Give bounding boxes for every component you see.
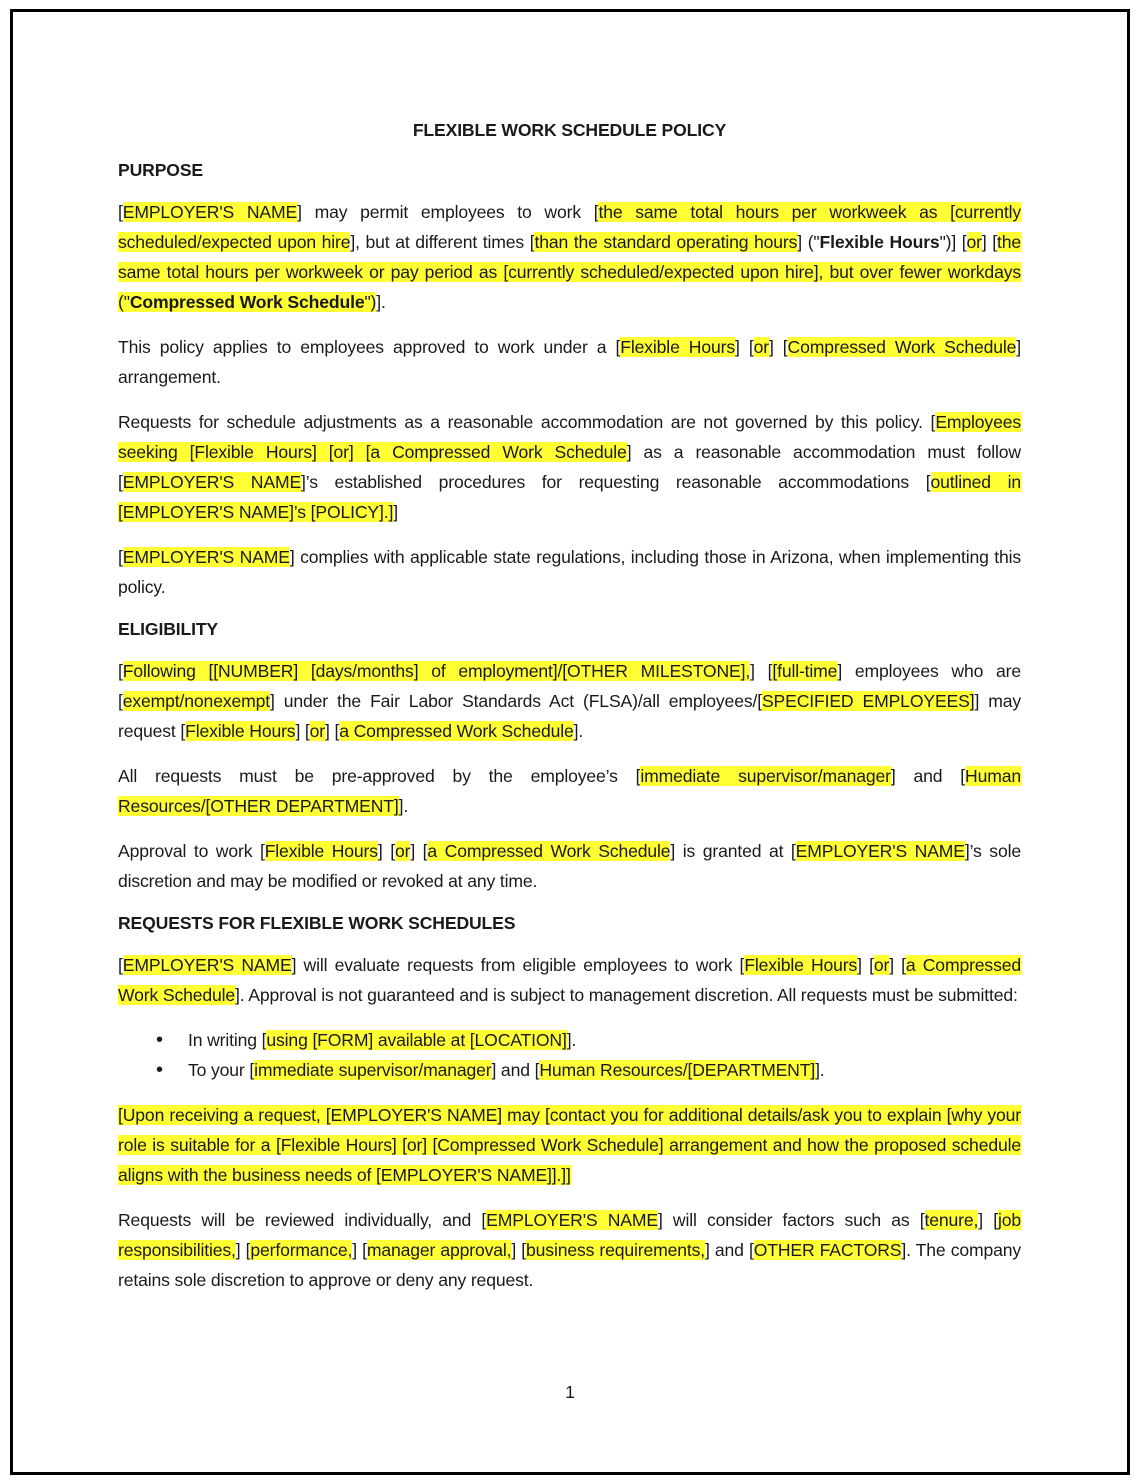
text-run: [ — [118, 202, 123, 222]
highlighted-placeholder: Human Resources/[DEPARTMENT] — [539, 1060, 816, 1080]
text-run: ] [ — [352, 1240, 367, 1260]
highlighted-placeholder: Employees seeking [Flexible Hours] [or] [a Compressed Work Schedule — [118, 412, 1021, 462]
text-run: ] — [393, 502, 398, 522]
text-run: ] (" — [797, 232, 820, 252]
highlighted-placeholder: SPECIFIED EMPLOYEES] — [761, 691, 975, 711]
highlighted-placeholder: Flexible Hours — [264, 841, 378, 861]
highlighted-placeholder: or — [309, 721, 326, 741]
highlighted-placeholder: EMPLOYER'S NAME — [122, 547, 290, 567]
text-run: ] and [ — [890, 766, 966, 786]
highlighted-placeholder: or — [753, 337, 769, 357]
highlighted-placeholder: EMPLOYER'S NAME — [122, 472, 302, 492]
text-run: ] may permit employees to work [ — [297, 202, 599, 222]
highlighted-placeholder: ") — [364, 292, 377, 312]
text-run: ] and [ — [705, 1240, 754, 1260]
highlighted-placeholder: Following [[NUMBER] [days/months] of employment]/[OTHER MILESTONE], — [122, 661, 751, 681]
text-run: ] [ — [857, 955, 874, 975]
text-run: [ — [118, 547, 123, 567]
text-run: ] [ — [377, 841, 395, 861]
text-run: ] as a reasonable accommodation must follow [ — [118, 442, 1021, 492]
highlighted-placeholder: tenure, — [924, 1210, 979, 1230]
highlighted-placeholder: performance, — [250, 1240, 353, 1260]
paragraph — [118, 1205, 1021, 1295]
paragraph — [118, 656, 1021, 746]
highlighted-placeholder: the same total hours per workweek or pay period as [currently scheduled/expected upon hire], but over fewer workdays (" — [118, 232, 1021, 312]
text-run: ]. — [815, 1060, 825, 1080]
document-title: FLEXIBLE WORK SCHEDULE POLICY — [412, 120, 727, 140]
highlighted-placeholder: using [FORM] available at [LOCATION] — [266, 1030, 567, 1050]
paragraph — [118, 407, 1021, 527]
highlighted-placeholder: OTHER FACTORS — [753, 1240, 902, 1260]
highlighted-placeholder: a Compressed Work Schedule — [427, 841, 671, 861]
highlighted-placeholder: Human Resources/[OTHER DEPARTMENT] — [118, 766, 1021, 816]
paragraph — [118, 761, 1021, 821]
paragraph — [118, 950, 1021, 1010]
highlighted-placeholder: manager approval, — [366, 1240, 512, 1260]
text-run: To your [ — [188, 1060, 255, 1080]
highlighted-placeholder: Flexible Hours — [620, 337, 735, 357]
highlighted-placeholder: Flexible Hours — [185, 721, 296, 741]
text-run: ] [ — [325, 721, 340, 741]
highlighted-placeholder: [Upon receiving a request, [EMPLOYER'S NAME] may [contact you for additional details/ask you to explain [why your role is suitable for a [Flexible Hours] [or] [Compressed Work Schedule] arrangement and how the proposed schedule aligns with the business needs of [EMPLOYER'S NAME]].]] — [118, 1105, 1021, 1185]
highlighted-placeholder: a Compressed Work Schedule — [118, 955, 1021, 1005]
paragraph — [118, 197, 1021, 317]
text-run: ] and [ — [491, 1060, 540, 1080]
highlighted-placeholder: or — [966, 232, 982, 252]
text-run: ]. — [398, 796, 409, 816]
highlighted-placeholder: exempt/nonexempt — [122, 691, 270, 711]
text-run: ] [ — [735, 337, 754, 357]
text-run: ] [ — [295, 721, 310, 741]
text-run: ]. — [573, 721, 584, 741]
text-run: ] under the Fair Labor Standards Act (FLSA)/all employees/[ — [269, 691, 762, 711]
text-run: ]. — [566, 1030, 577, 1050]
text-run: Approval to work [ — [118, 841, 265, 861]
text-run: [ — [118, 661, 123, 681]
highlighted-placeholder: EMPLOYER'S NAME — [795, 841, 965, 861]
highlighted-placeholder: Compressed Work Schedule — [129, 292, 365, 312]
bullet-item — [188, 1025, 1021, 1055]
text-run: ] complies with applicable state regulations, including those in Arizona, when implementing this policy. — [118, 547, 1022, 597]
text-run: ")] [ — [939, 232, 967, 252]
text-run: ]. The company retains sole discretion to approve or deny any request. — [118, 1240, 1022, 1290]
highlighted-placeholder: EMPLOYER'S NAME — [486, 1210, 658, 1230]
text-run: ] [ — [981, 232, 997, 252]
highlighted-placeholder: immediate supervisor/manager — [640, 766, 891, 786]
text-run: ] [ — [511, 1240, 527, 1260]
text-run: Requests will be reviewed individually, and [ — [118, 1210, 487, 1230]
document-page — [118, 118, 1021, 1310]
highlighted-placeholder: than the standard operating hours — [534, 232, 798, 252]
paragraph — [118, 1100, 1021, 1190]
text-run: ]. — [376, 292, 386, 312]
text-run: ] [ — [768, 337, 788, 357]
highlighted-placeholder: EMPLOYER'S NAME — [122, 955, 292, 975]
text-run: All requests must be pre-approved by the employee’s [ — [118, 766, 641, 786]
text-run: ] will evaluate requests from eligible employees to work [ — [291, 955, 745, 975]
paragraph — [118, 542, 1021, 602]
text-run: ], but at different times [ — [350, 232, 535, 252]
text-run: ] [ — [410, 841, 428, 861]
text-run: [ — [118, 955, 123, 975]
text-run: ] is granted at [ — [670, 841, 796, 861]
text-run: Flexible Hours — [819, 232, 940, 252]
section-heading-requests: REQUESTS FOR FLEXIBLE WORK SCHEDULES — [118, 913, 516, 933]
text-run: In writing [ — [188, 1030, 267, 1050]
text-run: ] [ — [235, 1240, 251, 1260]
highlighted-placeholder: EMPLOYER'S NAME — [122, 202, 298, 222]
paragraph — [118, 836, 1021, 896]
text-run: ] [ — [978, 1210, 998, 1230]
text-run: ] arrangement. — [118, 337, 1022, 387]
text-run: ] may request [ — [118, 691, 1021, 741]
paragraph — [118, 332, 1021, 392]
highlighted-placeholder: [full-time — [772, 661, 838, 681]
text-run: This policy applies to employees approved to work under a [ — [118, 337, 621, 357]
text-run: ] [ — [750, 661, 773, 681]
page-number: 1 — [565, 1382, 575, 1402]
text-run: Requests for schedule adjustments as a reasonable accommodation are not governed by this policy. [ — [118, 412, 936, 432]
text-run: ]. Approval is not guaranteed and is subject to management discretion. All requests must be submitted: — [235, 985, 1018, 1005]
text-run: ]’s established procedures for requesting reasonable accommodations [ — [301, 472, 931, 492]
bullet-list — [118, 1025, 1021, 1085]
highlighted-placeholder: business requirements, — [526, 1240, 706, 1260]
text-run: ]’s sole discretion and may be modified or revoked at any time. — [118, 841, 1021, 891]
section-heading-eligibility: ELIGIBILITY — [118, 619, 219, 639]
highlighted-placeholder: Flexible Hours — [744, 955, 858, 975]
text-run: ] will consider factors such as [ — [657, 1210, 925, 1230]
highlighted-placeholder: a Compressed Work Schedule — [339, 721, 574, 741]
highlighted-placeholder: job responsibilities, — [118, 1210, 1021, 1260]
highlighted-placeholder: the same total hours per workweek as [currently scheduled/expected upon hire — [118, 202, 1021, 252]
text-run: ] [ — [889, 955, 906, 975]
highlighted-placeholder: or — [873, 955, 890, 975]
section-heading-purpose: PURPOSE — [118, 160, 203, 180]
highlighted-placeholder: immediate supervisor/manager — [254, 1060, 492, 1080]
highlighted-placeholder: outlined in [EMPLOYER'S NAME]’s [POLICY].] — [118, 472, 1022, 522]
highlighted-placeholder: Compressed Work Schedule — [787, 337, 1017, 357]
highlighted-placeholder: or — [395, 841, 411, 861]
text-run: ] employees who are [ — [118, 661, 1021, 711]
bullet-item — [188, 1055, 1021, 1085]
